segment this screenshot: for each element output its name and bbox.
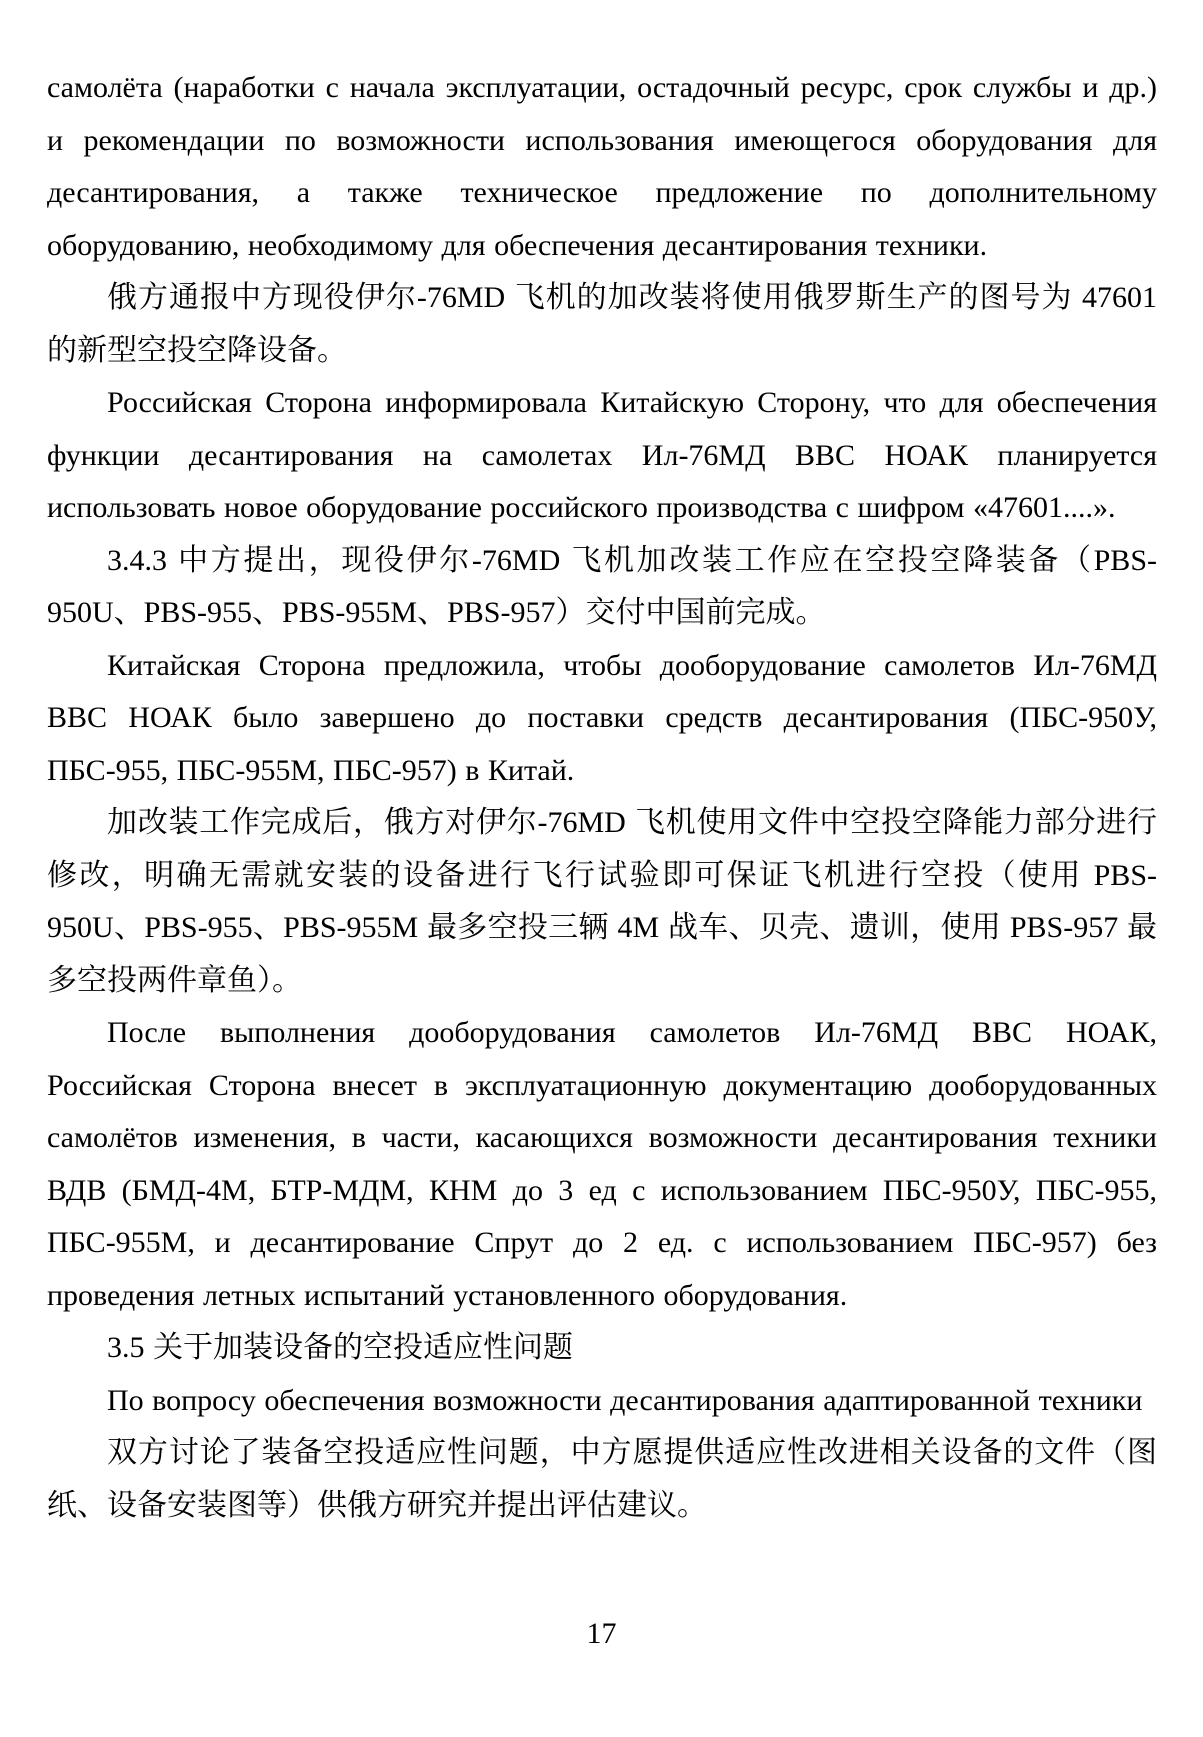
page-body: [47, 62, 1157, 1532]
paragraph-ru-adapted-equipment: По вопросу обеспечения возможности десантирования адаптированной техники: [107, 1383, 1143, 1417]
paragraph-ru-documentation-changes: После выполнения дооборудования самолетов Ил-76МД ВВС НОАК, Российская Сторона внесет в эксплуатационную документацию дооборудованных самолётов изменения, в части, касающихся возможности десантирования техники ВДВ (БМД-4М, БТР-МДМ, КНМ до 3 ед с использованием ПБС-950У, ПБС-955, ПБС-955М, и десантирование Спрут до 2 ед. с использованием ПБС-957) без проведения летных испытаний установленного оборудования.: [47, 1016, 1157, 1312]
paragraph-zh-equipment-47601: 俄方通报中方现役伊尔-76MD 飞机的加改装将使用俄罗斯生产的图号为 47601 的新型空投空降设备。: [47, 281, 1157, 367]
page-number: 17: [586, 1617, 617, 1650]
paragraph-zh-section-3-5-heading: 3.5 关于加装设备的空投适应性问题: [107, 1331, 573, 1364]
paragraph-zh-both-sides-discussed: 双方讨论了装备空投适应性问题，中方愿提供适应性改进相关设备的文件（图纸、设备安装图等）供俄方研究并提出评估建议。: [47, 1436, 1157, 1522]
paragraph-ru-continuation: самолёта (наработки с начала эксплуатации, остадочный ресурс, срок службы и др.) и рекомендации по возможности использования имеющегося оборудования для десантирования, а также техническое предложение по дополнительному оборудованию, необходимому для обеспечения десантирования техники.: [47, 71, 1157, 262]
paragraph-ru-china-proposal: Китайская Сторона предложила, чтобы дооборудование самолетов Ил-76МД ВВС НОАК было завершено до поставки средств десантирования (ПБС-950У, ПБС-955, ПБС-955М, ПБС-957) в Китай.: [47, 648, 1157, 787]
paragraph-zh-modification-complete: 加改装工作完成后，俄方对伊尔-76MD 飞机使用文件中空投空降能力部分进行修改，明确无需就安装的设备进行飞行试验即可保证飞机进行空投（使用 PBS-950U、PBS-955、PBS-955M 最多空投三辆 4M 战车、贝壳、遗训，使用 PBS-957 最多空投两件章鱼）。: [47, 806, 1157, 997]
paragraph-ru-informed-47601: Российская Сторона информировала Китайскую Сторону, что для обеспечения функции десантирования на самолетах Ил-76МД ВВС НОАК планируется использовать новое оборудование российского производства с шифром «47601....».: [47, 386, 1157, 524]
paragraph-zh-section-3-4-3: 3.4.3 中方提出，现役伊尔-76MD 飞机加改装工作应在空投空降装备（PBS-950U、PBS-955、PBS-955M、PBS-957）交付中国前完成。: [47, 543, 1157, 629]
